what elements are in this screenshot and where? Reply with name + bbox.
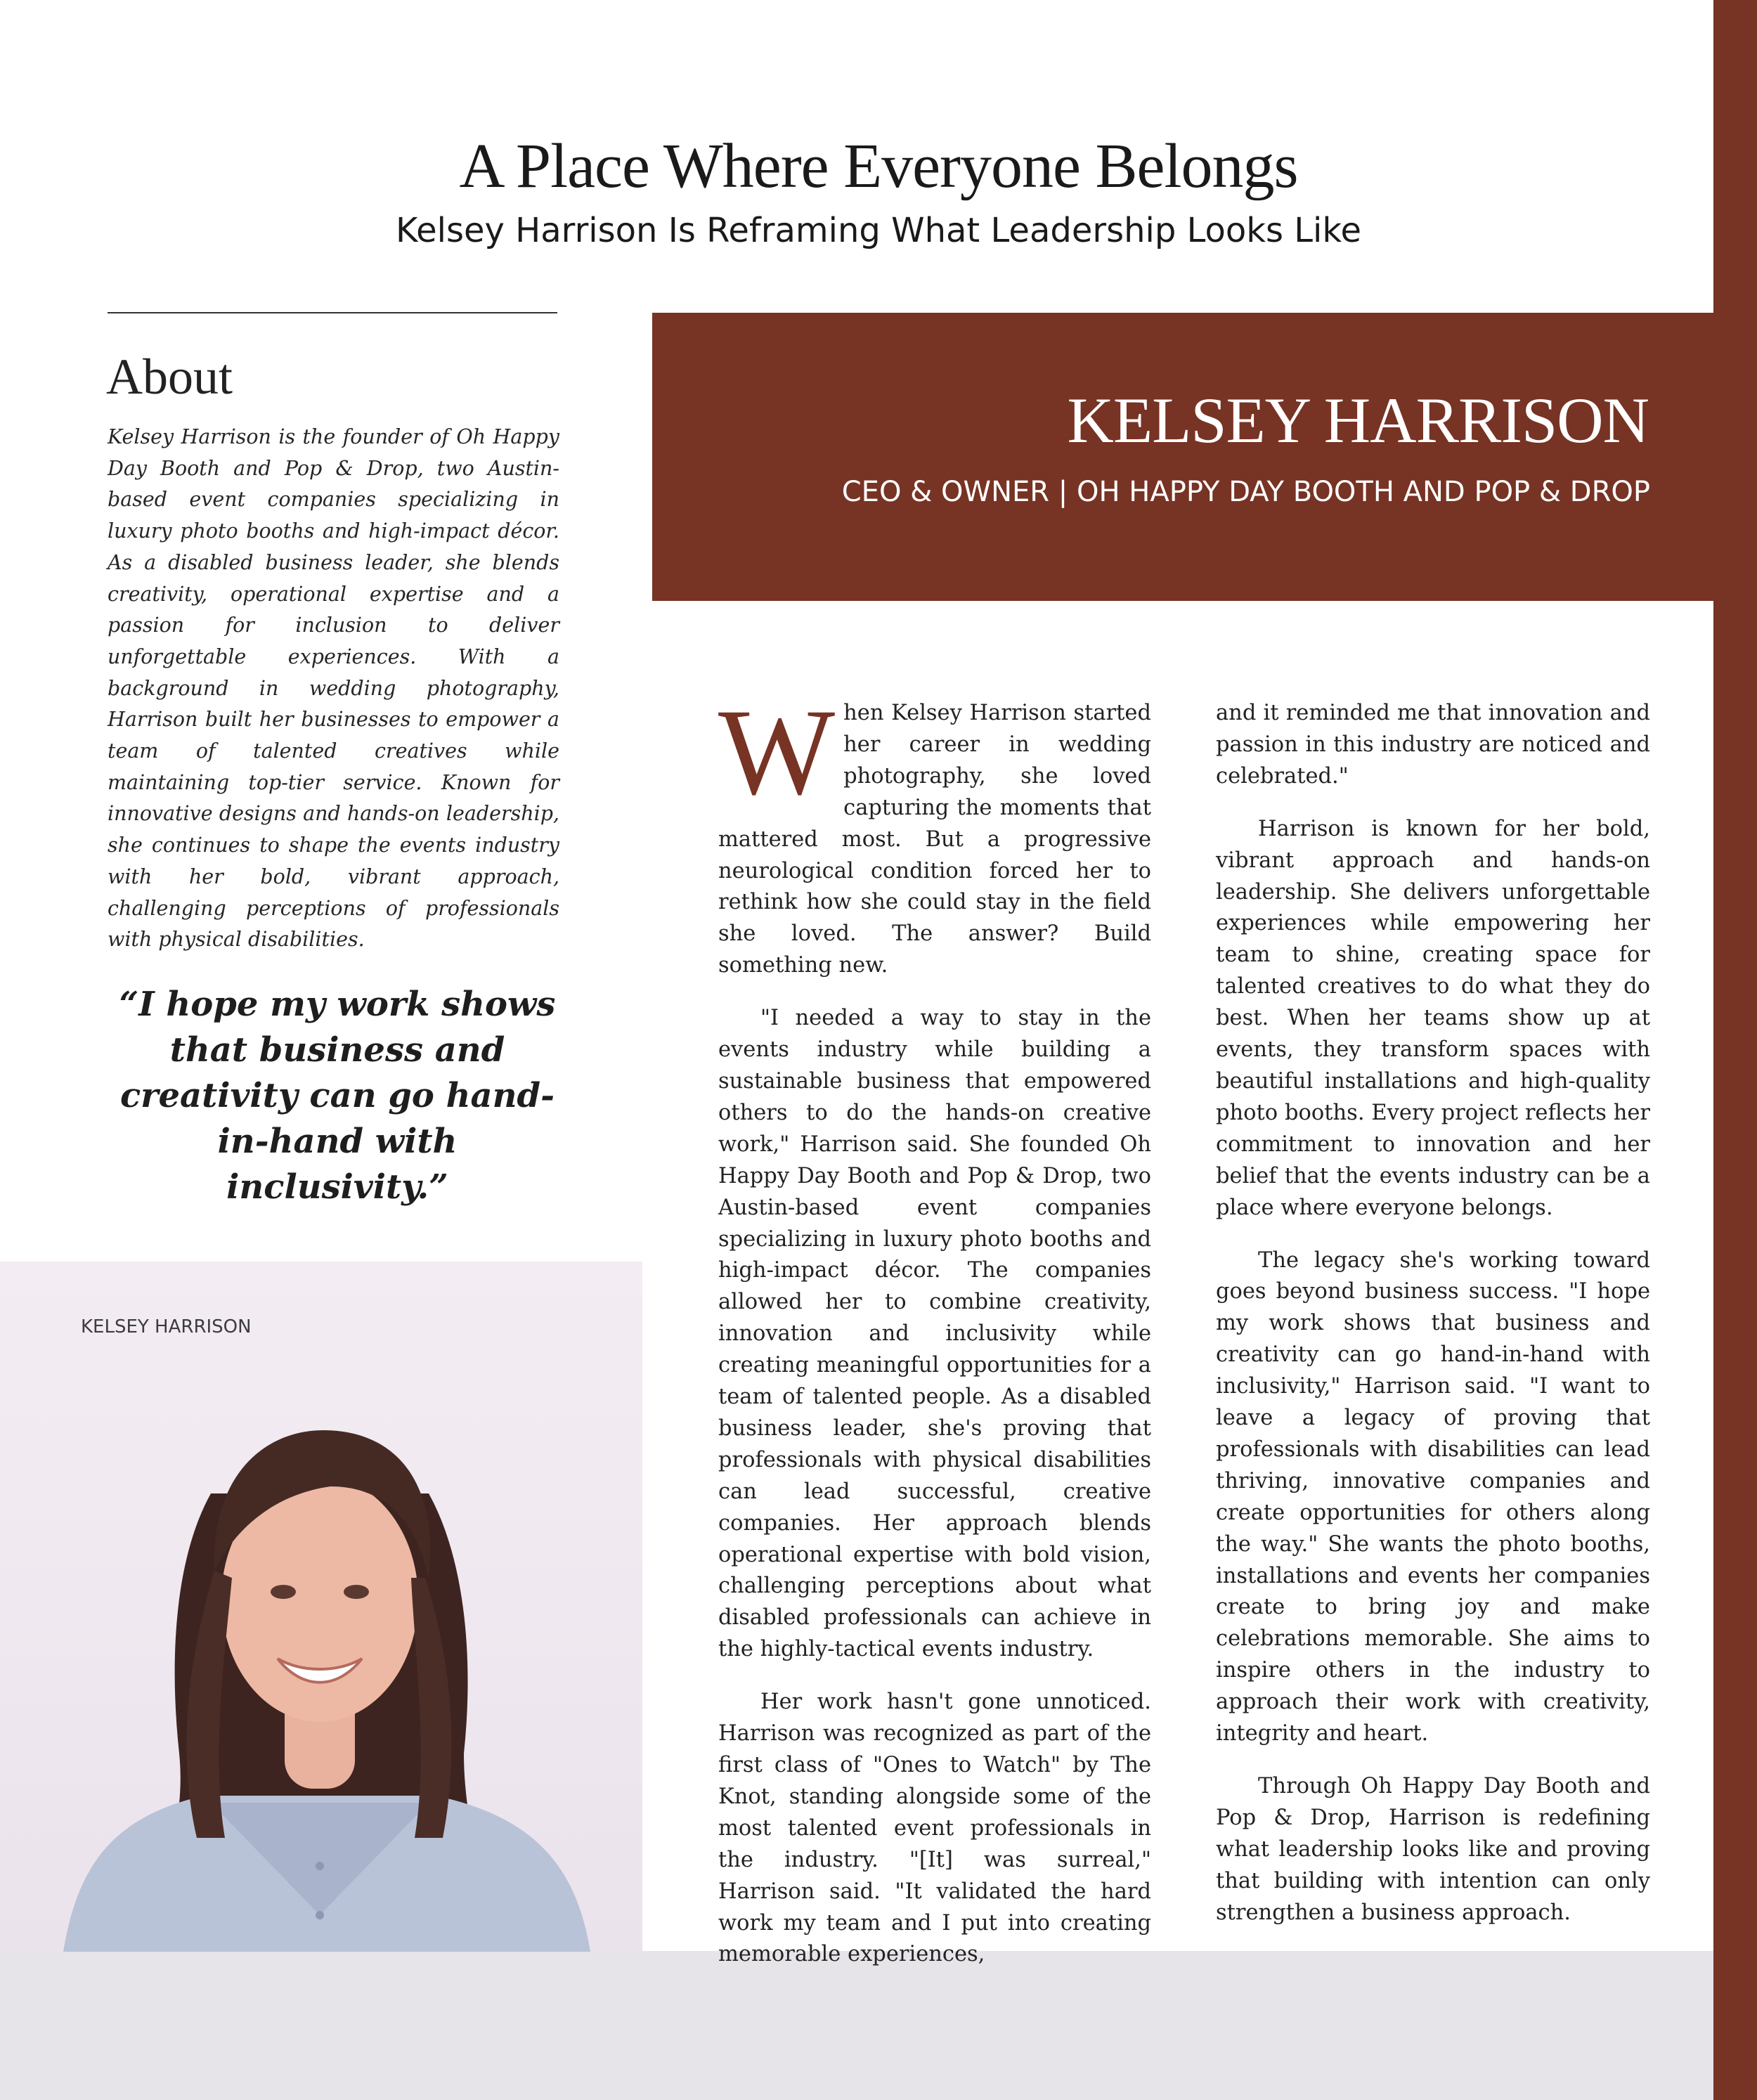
photo-caption: KELSEY HARRISON xyxy=(81,1316,252,1337)
article-title: A Place Where Everyone Belongs xyxy=(459,131,1298,201)
portrait-photo xyxy=(0,1262,642,1952)
paragraph-3: Her work hasn't gone unnoticed. Harrison was recognized as part of the first class of "Ones to Watch" by The Knot, standing alongside some of the most talented event professionals in the industry. "[It] was surreal," Harrison said. "It validated the hard work my team and I put into creating memorable experiences, xyxy=(718,1690,1151,1967)
profile-name: KELSEY HARRISON xyxy=(1067,384,1649,456)
drop-cap: W xyxy=(718,684,836,821)
pull-quote: “I hope my work shows that business and creativity can go hand-in-hand with inclusivity.” xyxy=(119,985,556,1207)
paragraph-4: Harrison is known for her bold, vibrant approach and hands-on leadership. She delivers unforgettable experiences while empowering her team to shine, creating space for talented creatives to do what they do best. When her teams show up at events, they transform spaces with beautiful installations and high-quality photo booths. Every project reflects her commitment to innovation and her belief that the events industry can be a place where everyone belongs. xyxy=(1216,816,1650,1220)
right-edge-bar xyxy=(1713,0,1757,2100)
paragraph-2: "I needed a way to stay in the events industry while building a sustainable business that empowered others to do the hands-on creative work," Harrison said. She founded Oh Happy Day Booth and Pop & Drop, two Austin-based event companies specializing in luxury photo booths and high-impact décor. The companies allowed her to combine creativity, innovation and inclusivity while creating meaningful opportunities for a team of talented people. As a disabled business leader, she's proving that professionals with physical disabilities can lead successful, creative companies. Her approach blends operational expertise with bold vision, challenging perceptions about what disabled professionals can achieve in the highly-tactical events industry. xyxy=(718,1006,1151,1662)
article-column-1 xyxy=(718,684,1151,1992)
about-divider xyxy=(108,312,557,313)
profile-role: CEO & OWNER | OH HAPPY DAY BOOTH AND POP & DROP xyxy=(841,476,1650,508)
paragraph-5: The legacy she's working toward goes beyond business success. "I hope my work shows that business and creativity can go hand-in-hand with inclusivity," Harrison said. "I want to leave a legacy of proving that professionals with disabilities can lead thriving, innovative companies and create opportunities for others along the way." She wants the photo booths, installations and events her companies create to bring joy and make celebrations memorable. She aims to inspire others in the industry to approach their work with creativity, integrity and heart. xyxy=(1216,1247,1650,1746)
paragraph-6: Through Oh Happy Day Booth and Pop & Drop, Harrison is redefining what leadership looks like and proving that building with intention can only strengthen a business approach. xyxy=(1216,1774,1650,1925)
about-heading: About xyxy=(106,349,233,405)
paragraph-3-continued: and it reminded me that innovation and passion in this industry are noticed and celebrated." xyxy=(1216,701,1650,789)
paragraph-1 xyxy=(718,684,1151,982)
about-body: Kelsey Harrison is the founder of Oh Happy Day Booth and Pop & Drop, two Austin-based event companies specializing in luxury photo booths and high-impact décor. As a disabled business leader, she blends creativity, operational expertise and a passion for inclusion to deliver unforgettable experiences. With a background in wedding photography, Harrison built her businesses to empower a team of talented creatives while maintaining top-tier service. Known for innovative designs and hands-on leadership, she continues to shape the events industry with her bold, vibrant approach, challenging perceptions of professionals with physical disabilities. xyxy=(108,425,559,952)
paragraph-1-text: hen Kelsey Harrison started her career in wedding photography, she loved capturing the moments that mattered most. But a progressive neurological condition forced her to rethink how she could stay in the field she loved. The answer? Build something new. xyxy=(718,701,1151,978)
article-subtitle: Kelsey Harrison Is Reframing What Leadership Looks Like xyxy=(396,211,1361,250)
portrait-illustration xyxy=(0,1262,642,1952)
article-column-2 xyxy=(1216,698,1650,1950)
